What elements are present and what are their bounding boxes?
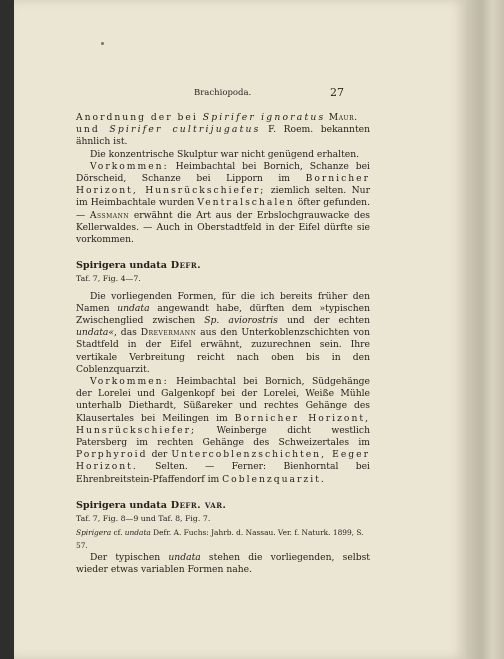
- book-page: [14, 0, 466, 659]
- text-run: , das: [113, 327, 141, 339]
- species-name: Spirifer cultrijugatus: [109, 124, 261, 136]
- heading-species: Spirigera undata: [76, 499, 167, 511]
- text-run: stehen die vorliegenden, selbst wieder etwas variablen Formen nahe.: [76, 551, 370, 575]
- plate-reference-2: Taf. 7, Fig. 8—9 und Taf. 8, Fig. 7.: [76, 514, 211, 524]
- heading-species: Spirigera undata: [76, 260, 167, 272]
- text-run: ziemlich selten. Nur im Heimbachtale wurden: [76, 185, 370, 209]
- paper-speck: [101, 42, 104, 45]
- spaced-term: Vorkommen:: [90, 376, 169, 388]
- paragraph-1: [76, 112, 370, 149]
- author-name: Drevermann: [140, 327, 197, 339]
- paragraph-2: Die konzentrische Skulptur war nicht genügend erhalten.: [90, 148, 360, 160]
- text-run: öfter gefunden. —: [76, 197, 370, 221]
- species-name: undata: [117, 302, 150, 314]
- spaced-term: Coblenzquarzit.: [222, 473, 326, 485]
- author-name: Maur.: [325, 112, 358, 123]
- body-text: [76, 112, 370, 576]
- paragraph-6: [76, 552, 370, 576]
- text-run: und der echten: [277, 315, 370, 327]
- species-name: undata: [168, 551, 201, 563]
- heading-author: Defr.: [166, 260, 202, 272]
- page-header: [14, 88, 466, 102]
- text-run: F. Roem. bekannten ähnlich ist.: [76, 124, 371, 148]
- page-number: 27: [330, 86, 344, 99]
- species-name: Spirifer ignoratus: [202, 112, 326, 123]
- spaced-term: Porphyroid: [76, 449, 148, 461]
- paragraph-4: [76, 291, 370, 376]
- text-run: Selten. — Ferner: Bienhorntal bei Ehrenbreitstein-Pfaffendorf im: [76, 461, 370, 485]
- section-heading-1: [76, 260, 370, 272]
- spaced-term: Vorkommen:: [90, 160, 169, 172]
- paragraph-3: [76, 161, 370, 246]
- book-spine: [466, 0, 504, 659]
- text-run: erwähnt die Art aus der Erbslochgrauwacke des Kellerwaldes. — Auch in Oberstadtfeld in der Eifel dürfte sie vorkommen.: [76, 209, 371, 246]
- species-name: Sp. aviorostris: [204, 315, 278, 327]
- text-run: und: [76, 124, 110, 136]
- section-heading-2: [76, 500, 370, 512]
- author-name: Assmann: [89, 209, 130, 221]
- spaced-term: Untercoblenzschichten, Eeger Horizont.: [76, 449, 370, 473]
- species-name: undata: [124, 528, 151, 538]
- text-run: Defr. A. Fuchs: Jahrb. d. Nassau. Ver. f. Naturk. 1899, S. 57.: [76, 528, 364, 550]
- text-run: der: [147, 449, 172, 461]
- spaced-term: Ventralschalen: [197, 197, 295, 209]
- plate-reference-1: Taf. 7, Fig. 4—7.: [76, 274, 141, 284]
- text-run: Heimbachtal bei Bornich, Südgehänge der Lorelei und Galgenkopf bei der Lorelei, Weiße Mühle unterhalb Diethardt, Süßareker und rechtes Gehänge des Klausertales bei Meilingen im: [76, 376, 370, 424]
- spaced-term: Bornicher Horizont, Hunsrückschiefer;: [76, 173, 370, 197]
- paragraph-5: [76, 376, 370, 486]
- text-run: Die vorliegenden Formen, für die ich bereits früher den Namen: [76, 290, 370, 314]
- text-run: aus den Unterkoblenzschichten von Stadtfeld in der Eifel erwähnt, zuzurechnen sein. Ihre vertikale Verbreitung reicht nach oben bis in den Coblenzquarzit.: [76, 327, 370, 375]
- text-run: cf.: [111, 528, 125, 538]
- text-run: Der typischen: [90, 551, 169, 563]
- text-run: angewandt habe, dürften dem »typischen Zwischenglied zwischen: [76, 302, 370, 327]
- running-head: Brachiopoda.: [194, 88, 252, 98]
- heading-author: Defr. var.: [166, 499, 227, 511]
- spaced-term: Bornicher Horizont, Hunsrückschiefer;: [76, 412, 370, 436]
- text-run: Anordnung der bei: [76, 112, 203, 123]
- literature-reference: [76, 527, 370, 551]
- species-name: Spirigera: [76, 528, 112, 538]
- text-run: Heimbachtal bei Bornich, Schanze bei Dörscheid, Schanze bei Lipporn im: [76, 160, 370, 185]
- text-run: Weinberge dicht westlich Patersberg im rechten Gehänge des Schweizertales im: [76, 424, 370, 449]
- species-name: undata«: [76, 327, 114, 339]
